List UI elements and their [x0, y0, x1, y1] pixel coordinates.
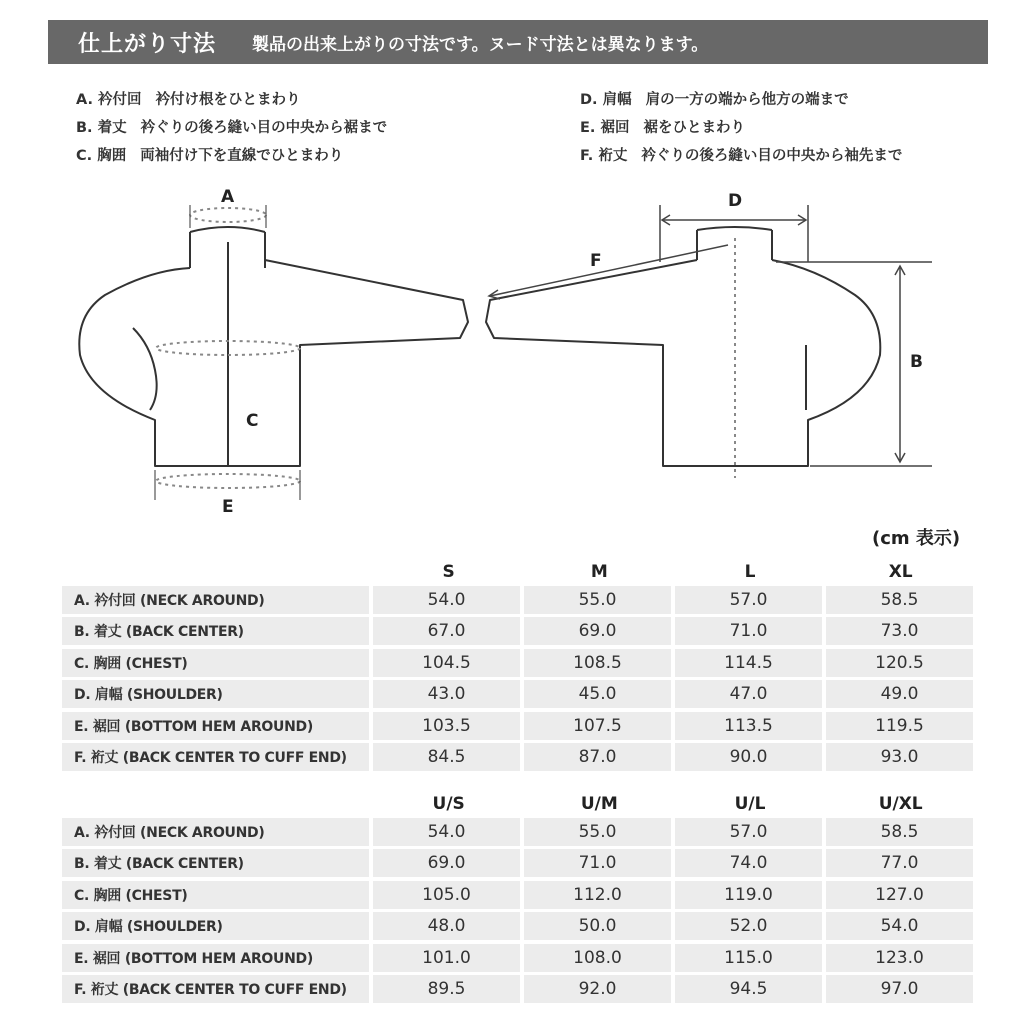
cell-value: 69.0: [373, 849, 520, 877]
row-label: C. 胸囲 (CHEST): [62, 649, 369, 677]
definition-row: A. 衿付回 衿付け根をひとまわり: [76, 92, 301, 108]
definitions-right: [580, 86, 902, 170]
cell-value: 120.5: [826, 649, 973, 677]
size-header: U/S: [432, 794, 465, 814]
neck-measure-ellipse: [190, 208, 266, 222]
table-row: [62, 975, 976, 1003]
cell-value: 93.0: [826, 743, 973, 771]
table-row: [62, 881, 976, 909]
label-d: D: [728, 191, 743, 211]
row-label: F. 裄丈 (BACK CENTER TO CUFF END): [62, 743, 369, 771]
cell-value: 108.5: [524, 649, 671, 677]
row-label: C. 胸囲 (CHEST): [62, 881, 369, 909]
table-header: [62, 786, 976, 814]
cell-value: 55.0: [524, 586, 671, 614]
table-row: [62, 649, 976, 677]
cell-value: 105.0: [373, 881, 520, 909]
size-header: U/M: [580, 794, 618, 814]
size-header: XL: [888, 562, 913, 582]
cell-value: 58.5: [826, 586, 973, 614]
table-row: [62, 586, 976, 614]
table-row: [62, 818, 976, 846]
definitions-left: [76, 86, 387, 170]
cell-value: 107.5: [524, 712, 671, 740]
unit-label: (cm 表示): [872, 528, 961, 549]
row-label: F. 裄丈 (BACK CENTER TO CUFF END): [62, 975, 369, 1003]
cell-value: 58.5: [826, 818, 973, 846]
front-sleeve-line: [133, 328, 157, 410]
cell-value: 48.0: [373, 912, 520, 940]
cell-value: 71.0: [524, 849, 671, 877]
cell-value: 94.5: [675, 975, 822, 1003]
table-row: [62, 944, 976, 972]
table-row: [62, 680, 976, 708]
cell-value: 92.0: [524, 975, 671, 1003]
cell-value: 127.0: [826, 881, 973, 909]
cell-value: 115.0: [675, 944, 822, 972]
cell-value: 77.0: [826, 849, 973, 877]
table-row: [62, 743, 976, 771]
row-label: D. 肩幅 (SHOULDER): [62, 912, 369, 940]
row-label: A. 衿付回 (NECK AROUND): [62, 586, 369, 614]
size-header: U/XL: [878, 794, 923, 814]
cell-value: 43.0: [373, 680, 520, 708]
table-header: [62, 554, 976, 582]
cell-value: 119.0: [675, 881, 822, 909]
cell-value: 54.0: [373, 586, 520, 614]
size-table-unisex: [62, 786, 976, 1003]
row-label: B. 着丈 (BACK CENTER): [62, 849, 369, 877]
row-label: A. 衿付回 (NECK AROUND): [62, 818, 369, 846]
table-row: [62, 712, 976, 740]
back-measure-arrows: [489, 205, 932, 466]
cell-value: 69.0: [524, 617, 671, 645]
cell-value: 54.0: [373, 818, 520, 846]
size-table-standard: [62, 554, 976, 771]
cell-value: 89.5: [373, 975, 520, 1003]
size-header: U/L: [734, 794, 766, 814]
back-body-outline: [486, 260, 880, 466]
definition-row: D. 肩幅 肩の一方の端から他方の端まで: [580, 92, 849, 108]
page-header: [48, 20, 988, 64]
cell-value: 52.0: [675, 912, 822, 940]
page-subtitle: 製品の出来上がりの寸法です。ヌード寸法とは異なります。: [252, 34, 709, 55]
cell-value: 123.0: [826, 944, 973, 972]
label-c: C: [246, 411, 259, 431]
cell-value: 114.5: [675, 649, 822, 677]
garment-diagram: [0, 180, 1024, 520]
cell-value: 101.0: [373, 944, 520, 972]
cell-value: 108.0: [524, 944, 671, 972]
cell-value: 113.5: [675, 712, 822, 740]
row-label: E. 裾回 (BOTTOM HEM AROUND): [62, 944, 369, 972]
row-label: B. 着丈 (BACK CENTER): [62, 617, 369, 645]
table-row: [62, 849, 976, 877]
cell-value: 45.0: [524, 680, 671, 708]
cell-value: 74.0: [675, 849, 822, 877]
cell-value: 55.0: [524, 818, 671, 846]
front-view: [79, 227, 468, 466]
label-b: B: [910, 352, 923, 372]
label-a: A: [221, 187, 235, 207]
cell-value: 119.5: [826, 712, 973, 740]
label-e: E: [222, 497, 234, 517]
cell-value: 49.0: [826, 680, 973, 708]
cell-value: 54.0: [826, 912, 973, 940]
cell-value: 57.0: [675, 586, 822, 614]
label-f: F: [590, 251, 602, 271]
size-header: S: [442, 562, 455, 582]
front-body-outline: [79, 260, 468, 466]
definition-row: C. 胸囲 両袖付け下を直線でひとまわり: [76, 148, 344, 164]
table-row: [62, 912, 976, 940]
definition-row: F. 裄丈 衿ぐりの後ろ縫い目の中央から袖先まで: [580, 148, 903, 164]
cell-value: 103.5: [373, 712, 520, 740]
cell-value: 97.0: [826, 975, 973, 1003]
hem-measure-ellipse: [156, 474, 300, 488]
back-view: [486, 227, 880, 466]
cell-value: 90.0: [675, 743, 822, 771]
definition-row: B. 着丈 衿ぐりの後ろ縫い目の中央から裾まで: [76, 120, 388, 136]
row-label: E. 裾回 (BOTTOM HEM AROUND): [62, 712, 369, 740]
cell-value: 50.0: [524, 912, 671, 940]
cell-value: 87.0: [524, 743, 671, 771]
definition-row: E. 裾回 裾をひとまわり: [580, 120, 745, 136]
row-label: D. 肩幅 (SHOULDER): [62, 680, 369, 708]
page-title: 仕上がり寸法: [78, 31, 217, 57]
cell-value: 104.5: [373, 649, 520, 677]
cell-value: 47.0: [675, 680, 822, 708]
cell-value: 71.0: [675, 617, 822, 645]
cell-value: 73.0: [826, 617, 973, 645]
cell-value: 57.0: [675, 818, 822, 846]
cell-value: 84.5: [373, 743, 520, 771]
size-header: L: [744, 562, 756, 582]
cell-value: 112.0: [524, 881, 671, 909]
table-row: [62, 617, 976, 645]
size-header: M: [590, 562, 608, 582]
back-collar: [697, 227, 772, 260]
cell-value: 67.0: [373, 617, 520, 645]
